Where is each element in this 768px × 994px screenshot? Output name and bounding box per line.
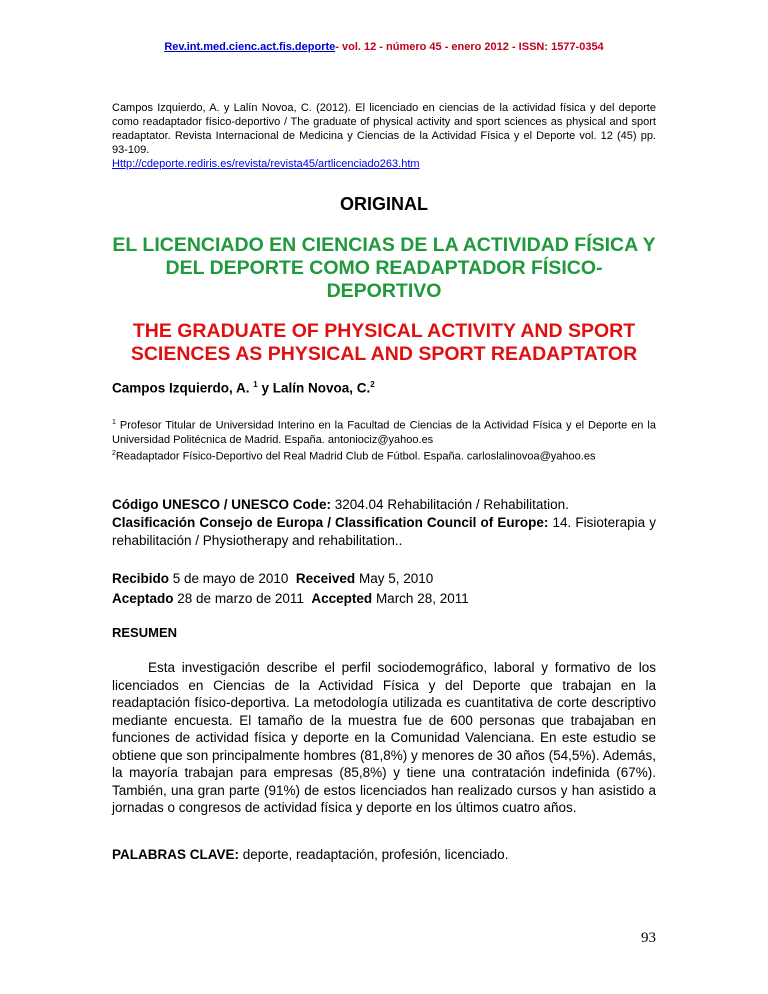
- accepted-label: Aceptado: [112, 591, 174, 606]
- affiliation-1: [112, 416, 656, 447]
- author-2-mark: 2: [370, 380, 375, 389]
- accepted-line: [112, 589, 656, 609]
- resumen-heading: RESUMEN: [112, 625, 178, 640]
- received-label-en: Received: [295, 571, 356, 586]
- unesco-code: [112, 496, 656, 514]
- dates-block: [112, 569, 656, 609]
- unesco-code-value: 3204.04 Rehabilitación / Rehabilitation.: [334, 497, 569, 512]
- citation-url-link[interactable]: Http://cdeporte.rediris.es/revista/revista45/artlicenciado263.htm: [112, 158, 420, 170]
- affiliation-1-mark: 1: [112, 419, 116, 426]
- citation-text: Campos Izquierdo, A. y Lalín Novoa, C. (2012). El licenciado en ciencias de la actividad física y del deporte como readaptador físico-deportivo / The graduate of physical activity and sport sciences as physical and sport readaptator. Revista Internacional de Medicina y Ciencias de la Actividad Física y el Deporte vol. 12 (45) pp. 93-109.: [112, 102, 656, 156]
- title-spanish: EL LICENCIADO EN CIENCIAS DE LA ACTIVIDAD FÍSICA Y DEL DEPORTE COMO READAPTADOR FÍSICO-DEPORTIVO: [112, 234, 656, 302]
- title-english: THE GRADUATE OF PHYSICAL ACTIVITY AND SPORT SCIENCES AS PHYSICAL AND SPORT READAPTATOR: [130, 320, 638, 365]
- author-1-mark: 1: [253, 380, 258, 389]
- keywords-label: PALABRAS CLAVE:: [112, 847, 239, 862]
- council-code-label: Clasificación Consejo de Europa / Classification Council of Europe:: [112, 515, 549, 530]
- affiliation-2: [112, 447, 656, 464]
- journal-info: - vol. 12 - número 45 - enero 2012 - ISSN: 1577-0354: [335, 41, 604, 53]
- affiliation-2-mark: 2: [112, 449, 116, 457]
- received-label: Recibido: [112, 571, 170, 586]
- classification-codes: [112, 496, 656, 550]
- affiliation-2-text: Readaptador Físico-Deportivo del Real Madrid Club de Fútbol. España. carloslalinovoa@yahoo.es: [115, 450, 596, 463]
- affiliations-block: [112, 416, 656, 463]
- keywords-value: deporte, readaptación, profesión, licenciado.: [242, 847, 509, 862]
- abstract-paragraph: Esta investigación describe el perfil sociodemográfico, laboral y formativo de los licenciados en Ciencias de la Actividad Física y del Deporte que trabajan en la readaptación físico-deportiva. La metodología utilizada es cuantitativa de corte descriptivo mediante encuesta. El tamaño de la muestra fue de 600 personas que trabajaban en funciones de actividad física y deporte en la Comunidad Valenciana. En este estudio se obtiene que son principalmente hombres (81,8%) y menores de 30 años (54,5%). Además, la mayoría trabajan para empresas (85,8%) y tiene una contratación indefinida (67%). También, una gran parte (91%) de estos licenciados han realizado cursos y han asistido a jornadas o congresos de actividad física y deporte en los últimos cuatro años.: [112, 660, 656, 815]
- accepted-date-en: March 28, 2011: [375, 591, 469, 606]
- author-1: Campos Izquierdo, A.: [112, 380, 250, 396]
- received-date-en: May 5, 2010: [358, 571, 434, 586]
- affiliation-1-text: Profesor Titular de Universidad Interino en la Facultad de Ciencias de la Actividad Física y el Deporte en la Universidad Politécnica de Madrid. España. antoniociz@yahoo.es: [112, 419, 656, 446]
- authors-line: [112, 380, 375, 396]
- page-number: 93: [641, 930, 656, 946]
- council-code: [112, 514, 656, 550]
- running-header: [0, 41, 768, 53]
- journal-link[interactable]: Rev.int.med.cienc.act.fis.deporte: [164, 41, 336, 53]
- received-line: [112, 569, 656, 589]
- author-2: y Lalín Novoa, C.: [261, 380, 371, 396]
- received-date-es: 5 de mayo de 2010: [172, 571, 289, 586]
- council-code-value: 14. Fisioterapia y rehabilitación / Physiotherapy and rehabilitation..: [112, 515, 656, 548]
- keywords-line: [112, 847, 656, 862]
- citation-block: [112, 101, 656, 171]
- accepted-date-es: 28 de marzo de 2011: [177, 591, 304, 606]
- article-type-heading: ORIGINAL: [340, 194, 428, 214]
- accepted-label-en: Accepted: [311, 591, 373, 606]
- unesco-code-label: Código UNESCO / UNESCO Code:: [112, 497, 331, 512]
